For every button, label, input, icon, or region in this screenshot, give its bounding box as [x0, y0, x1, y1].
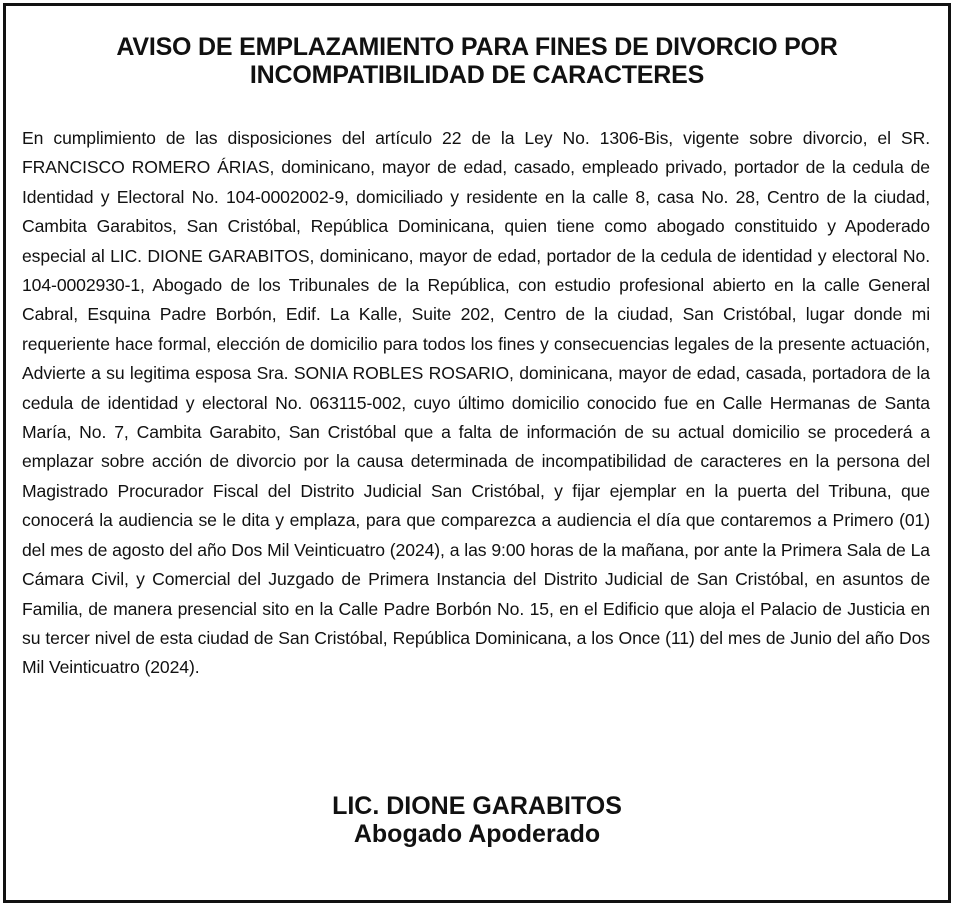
signature-block	[6, 792, 948, 848]
notice-title	[6, 33, 948, 89]
notice-title-line-1: AVISO DE EMPLAZAMIENTO PARA FINES DE DIVORCIO POR	[116, 33, 838, 61]
signature-name: LIC. DIONE GARABITOS	[332, 792, 622, 820]
notice-body: En cumplimiento de las disposiciones del artículo 22 de la Ley No. 1306-Bis, vigente sobre divorcio, el SR. FRANCISCO ROMERO ÁRIAS, dominicano, mayor de edad, casado, empleado privado, portador de la cedula de Identidad y Electoral No. 104-0002002-9, domiciliado y residente en la calle 8, casa No. 28, Centro de la ciudad, Cambita Garabitos, San Cristóbal, República Dominicana, quien tiene como abogado constituido y Apoderado especial al LIC. DIONE GARABITOS, dominicano, mayor de edad, portador de la cedula de identidad y electoral No. 104-0002930-1, Abogado de los Tribunales de la República, con estudio profesional abierto en la calle General Cabral, Esquina Padre Borbón, Edif. La Kalle, Suite 202, Centro de la ciudad, San Cristóbal, lugar donde mi requeriente hace formal, elección de domicilio para todos los fines y consecuencias legales de la presente actuación, Advierte a su legitima esposa Sra. SONIA ROBLES ROSARIO, dominicana, mayor de edad, casada, portadora de la cedula de identidad y electoral No. 063115-002, cuyo último domicilio conocido fue en Calle Hermanas de Santa María, No. 7, Cambita Garabito, San Cristóbal que a falta de información de su actual domicilio se procederá a emplazar sobre acción de divorcio por la causa determinada de incompatibilidad de caracteres en la persona del Magistrado Procurador Fiscal del Distrito Judicial San Cristóbal, y fijar ejemplar en la puerta del Tribuna, que conocerá la audiencia se le dita y emplaza, para que comparezca a audiencia el día que contaremos a Primero (01) del mes de agosto del año Dos Mil Veinticuatro (2024), a las 9:00 horas de la mañana, por ante la Primera Sala de La Cámara Civil, y Comercial del Juzgado de Primera Instancia del Distrito Judicial de San Cristóbal, en asuntos de Familia, de manera presencial sito en la Calle Padre Borbón No. 15, en el Edificio que aloja el Palacio de Justicia en su tercer nivel de esta ciudad de San Cristóbal, República Dominicana, a los Once (11) del mes de Junio del año Dos Mil Veinticuatro (2024).	[22, 128, 930, 678]
legal-notice	[3, 3, 951, 903]
notice-title-line-2: INCOMPATIBILIDAD DE CARACTERES	[249, 61, 705, 89]
signature-role: Abogado Apoderado	[353, 820, 601, 848]
